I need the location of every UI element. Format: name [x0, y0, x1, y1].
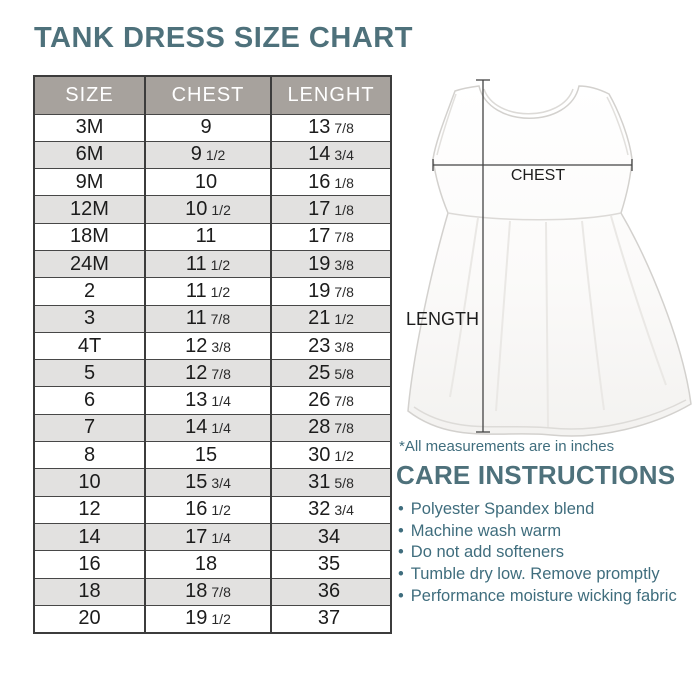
table-row [34, 141, 391, 168]
length-fraction: 3/8 [334, 338, 354, 355]
chest-cell: 15 3/4 [145, 469, 271, 496]
chest-fraction: 1/2 [210, 283, 231, 300]
table-row [34, 414, 391, 441]
col-header-length: LENGHT [271, 76, 391, 114]
length-cell: 34 [271, 523, 391, 550]
table-row [34, 305, 391, 332]
length-cell: 32 3/4 [271, 496, 391, 523]
length-cell: 37 [271, 605, 391, 632]
size-cell: 20 [34, 605, 145, 632]
length-cell: 30 1/2 [271, 442, 391, 469]
chest-fraction: 1/2 [205, 147, 226, 164]
length-cell: 23 3/8 [271, 332, 391, 359]
care-item-text: Do not add softeners [410, 543, 564, 562]
bullet-icon: • [398, 543, 404, 562]
chest-fraction: 3/8 [211, 338, 231, 355]
care-item-text: Performance moisture wicking fabric [410, 586, 677, 605]
table-row [34, 223, 391, 250]
care-item [398, 564, 677, 586]
chest-fraction: 1/4 [211, 393, 231, 410]
dress-outline [408, 86, 691, 436]
chest-cell: 11 7/8 [145, 305, 271, 332]
length-fraction: 1/8 [334, 174, 354, 191]
length-fraction: 5/8 [334, 475, 354, 491]
length-cell: 17 7/8 [271, 223, 391, 250]
bullet-icon: • [398, 521, 404, 540]
tank-dress-illustration [400, 55, 700, 455]
chest-cell: 9 [145, 114, 271, 141]
size-cell: 16 [34, 551, 145, 578]
length-cell: 19 7/8 [271, 278, 391, 305]
chest-cell: 12 3/8 [145, 332, 271, 359]
length-cell: 16 1/8 [271, 169, 391, 196]
chest-cell: 11 1/2 [145, 250, 271, 277]
table-header-row [34, 76, 391, 114]
chest-fraction: 1/4 [211, 529, 231, 546]
chest-cell: 19 1/2 [145, 605, 271, 632]
length-fraction: 7/8 [334, 120, 354, 137]
chest-fraction: 3/4 [211, 475, 231, 491]
chest-cell: 10 1/2 [145, 196, 271, 223]
size-cell: 18M [34, 223, 145, 250]
chest-cell: 17 1/4 [145, 523, 271, 550]
length-measure-label: LENGTH [405, 309, 479, 329]
care-item [398, 586, 677, 608]
length-fraction: 7/8 [334, 229, 354, 246]
care-instructions-list [398, 499, 677, 608]
chest-fraction: 1/4 [211, 420, 231, 437]
chest-cell: 13 1/4 [145, 387, 271, 414]
length-fraction: 7/8 [334, 420, 354, 437]
chest-cell: 16 1/2 [145, 496, 271, 523]
care-item [398, 499, 677, 521]
size-cell: 12M [34, 196, 145, 223]
size-cell: 4T [34, 332, 145, 359]
chest-cell: 10 [145, 169, 271, 196]
length-fraction: 7/8 [334, 283, 354, 300]
chest-cell: 11 1/2 [145, 278, 271, 305]
care-item-text: Tumble dry low. Remove promptly [410, 565, 660, 584]
table-row [34, 496, 391, 523]
size-cell: 12 [34, 496, 145, 523]
length-fraction: 3/4 [334, 147, 354, 164]
size-cell: 3 [34, 305, 145, 332]
length-cell: 14 3/4 [271, 141, 391, 168]
length-cell: 31 5/8 [271, 469, 391, 496]
table-row [34, 278, 391, 305]
table-row [34, 523, 391, 550]
chest-fraction: 1/2 [211, 202, 231, 219]
chest-fraction: 1/2 [211, 502, 231, 519]
size-cell: 6M [34, 141, 145, 168]
care-item [398, 521, 677, 543]
length-fraction: 3/4 [334, 502, 354, 519]
table-row [34, 114, 391, 141]
bullet-icon: • [398, 565, 404, 584]
chest-measure-label: CHEST [510, 167, 566, 184]
col-header-size: SIZE [34, 76, 145, 114]
chest-cell: 15 [145, 442, 271, 469]
length-cell: 13 7/8 [271, 114, 391, 141]
length-cell: 25 5/8 [271, 360, 391, 387]
length-cell: 17 1/8 [271, 196, 391, 223]
length-cell: 28 7/8 [271, 414, 391, 441]
chest-fraction: 7/8 [210, 311, 231, 328]
length-cell: 21 1/2 [271, 305, 391, 332]
dress-diagram [400, 55, 700, 455]
care-item-text: Machine wash warm [410, 521, 562, 540]
size-table [33, 75, 392, 634]
length-fraction: 1/2 [334, 311, 354, 328]
size-cell: 6 [34, 387, 145, 414]
chest-fraction: 7/8 [211, 365, 231, 382]
table-row [34, 551, 391, 578]
bullet-icon: • [398, 500, 404, 518]
chest-cell: 18 [145, 551, 271, 578]
table-row [34, 442, 391, 469]
chest-fraction: 1/2 [211, 611, 231, 628]
table-row [34, 605, 391, 632]
size-cell: 14 [34, 523, 145, 550]
length-fraction: 3/8 [334, 256, 354, 273]
chest-cell: 9 1/2 [145, 141, 271, 168]
length-fraction: 5/8 [334, 365, 354, 382]
table-row [34, 196, 391, 223]
table-row [34, 169, 391, 196]
care-instructions-heading: CARE INSTRUCTIONS [396, 460, 676, 490]
chest-cell: 14 1/4 [145, 414, 271, 441]
length-cell: 26 7/8 [271, 387, 391, 414]
size-cell: 9M [34, 169, 145, 196]
length-cell: 19 3/8 [271, 250, 391, 277]
measurements-note: *All measurements are in inches [399, 438, 615, 455]
length-fraction: 7/8 [334, 393, 354, 410]
size-cell: 10 [34, 469, 145, 496]
page-title: TANK DRESS SIZE CHART [34, 22, 413, 54]
table-row [34, 332, 391, 359]
table-row [34, 250, 391, 277]
size-cell: 7 [34, 414, 145, 441]
size-cell: 2 [34, 278, 145, 305]
care-item-text: Polyester Spandex blend [410, 500, 595, 518]
chest-cell: 12 7/8 [145, 360, 271, 387]
length-fraction: 1/8 [334, 202, 354, 219]
col-header-chest: CHEST [145, 76, 271, 114]
bullet-icon: • [398, 586, 404, 605]
length-cell: 35 [271, 551, 391, 578]
size-cell: 8 [34, 442, 145, 469]
table-row [34, 469, 391, 496]
length-cell: 36 [271, 578, 391, 605]
care-item [398, 542, 677, 564]
chest-fraction: 1/2 [210, 256, 231, 273]
size-cell: 3M [34, 114, 145, 141]
table-row [34, 578, 391, 605]
table-row [34, 387, 391, 414]
size-cell: 18 [34, 578, 145, 605]
size-cell: 5 [34, 360, 145, 387]
chest-cell: 11 [145, 223, 271, 250]
length-fraction: 1/2 [334, 447, 354, 464]
chest-fraction: 7/8 [211, 584, 231, 601]
chest-cell: 18 7/8 [145, 578, 271, 605]
size-cell: 24M [34, 250, 145, 277]
table-row [34, 360, 391, 387]
